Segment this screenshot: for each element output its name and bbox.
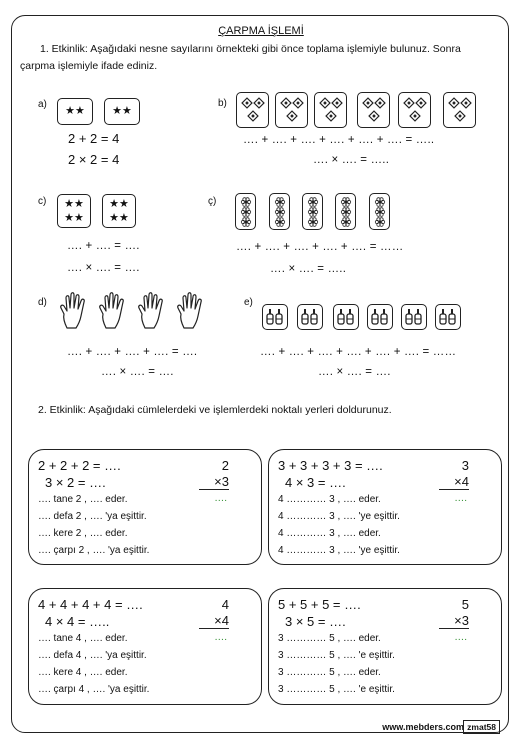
- bottle-icon: [265, 308, 285, 326]
- vertical-answer: ….: [214, 632, 227, 643]
- flower-icon: [372, 196, 388, 228]
- card-sentence: 3 ………… 5 , …. 'e eşittir.: [278, 650, 395, 661]
- item-c-label: c): [38, 196, 47, 207]
- item-cc-multiplication: …. × …. = …..: [270, 263, 347, 275]
- card-sentence: …. kere 4 , …. eder.: [38, 667, 128, 678]
- bottle-box: [401, 304, 427, 330]
- card-sentence: …. defa 2 , …. 'ya eşittir.: [38, 511, 147, 522]
- diamonds-icon: [402, 96, 428, 124]
- flower-icon: [338, 196, 354, 228]
- diamonds-icon: [318, 96, 344, 124]
- star-icon: ★: [112, 105, 122, 117]
- card-addition: 4 + 4 + 4 + 4 = ….: [38, 597, 143, 612]
- star-icon: ★: [74, 197, 84, 210]
- bottle-icon: [438, 308, 458, 326]
- card-sentence: 3 ………… 5 , …. 'e eşittir.: [278, 684, 395, 695]
- card-sentence: 4 ………… 3 , …. eder.: [278, 528, 381, 539]
- item-d-label: d): [38, 297, 47, 308]
- flower-box: [369, 193, 390, 230]
- vertical-multiplier: ×3: [439, 613, 469, 629]
- bottle-box: [333, 304, 359, 330]
- flower-box: [302, 193, 323, 230]
- card-addition: 2 + 2 + 2 = ….: [38, 458, 121, 473]
- item-b-label: b): [218, 98, 227, 109]
- flower-box: [335, 193, 356, 230]
- card-sentence: 4 ………… 3 , …. 'ye eşittir.: [278, 545, 400, 556]
- activity2-instruction: 2. Etkinlik: Aşağıdaki cümlelerdeki ve işlemlerdeki noktalı yerleri doldurunuz.: [38, 404, 392, 416]
- exercise-card: [268, 449, 502, 565]
- diamond-box: [357, 92, 390, 128]
- vertical-answer: ….: [214, 493, 227, 504]
- bottle-box: [435, 304, 461, 330]
- vertical-multiplier: ×4: [199, 613, 229, 629]
- star-box: [57, 98, 93, 125]
- diamonds-icon: [361, 96, 387, 124]
- card-sentence: …. kere 2 , …. eder.: [38, 528, 128, 539]
- item-e-addition: …. + …. + …. + …. + …. + …. = ……: [260, 346, 457, 358]
- item-cc-addition: …. + …. + …. + …. + …. = ……: [236, 241, 404, 253]
- item-e-label: e): [244, 297, 253, 308]
- star-icon: ★: [109, 211, 119, 224]
- exercise-card: [268, 588, 502, 705]
- star-icon: ★: [64, 197, 74, 210]
- bottle-box: [367, 304, 393, 330]
- card-addition: 5 + 5 + 5 = ….: [278, 597, 361, 612]
- activity1-instruction: 1. Etkinlik: Aşağıdaki nesne sayılarını örnekteki gibi önce toplama işlemiyle bulunuz. Sonra: [40, 43, 461, 55]
- diamonds-icon: [447, 96, 473, 124]
- vertical-top-number: 3: [461, 458, 469, 473]
- star-icon: ★: [64, 211, 74, 224]
- bottle-box: [297, 304, 323, 330]
- flower-box: [269, 193, 290, 230]
- star-box: [57, 194, 91, 228]
- card-sentence: …. çarpı 4 , …. 'ya eşittir.: [38, 684, 150, 695]
- item-e-multiplication: …. × …. = ….: [318, 366, 391, 378]
- card-sentence: …. tane 2 , …. eder.: [38, 494, 128, 505]
- star-box: [104, 98, 140, 125]
- star-icon: ★: [65, 105, 75, 117]
- item-a-label: a): [38, 99, 47, 110]
- card-multiplication: 3 × 2 = ….: [45, 475, 106, 490]
- item-c-addition: …. + …. = ….: [67, 240, 140, 252]
- page-title: ÇARPMA İŞLEMİ: [218, 25, 304, 37]
- card-sentence: 3 ………… 5 , …. eder.: [278, 667, 381, 678]
- activity1-instruction-cont: çarpma işlemiyle ifade ediniz.: [20, 60, 158, 72]
- star-icon: ★: [109, 197, 119, 210]
- star-icon: ★: [74, 211, 84, 224]
- item-a-multiplication: 2 × 2 = 4: [68, 152, 120, 167]
- flower-icon: [238, 196, 254, 228]
- exercise-card: [28, 449, 262, 565]
- card-sentence: 4 ………… 3 , …. eder.: [278, 494, 381, 505]
- card-multiplication: 3 × 5 = ….: [285, 614, 346, 629]
- star-icon: ★: [119, 211, 129, 224]
- bottle-icon: [336, 308, 356, 326]
- bottle-icon: [404, 308, 424, 326]
- hand-icon: [136, 292, 170, 330]
- footer-badge: zmat58: [463, 720, 500, 734]
- diamond-box: [236, 92, 269, 128]
- flower-box: [235, 193, 256, 230]
- diamonds-icon: [240, 96, 266, 124]
- vertical-multiplier: ×4: [439, 474, 469, 490]
- item-a-addition: 2 + 2 = 4: [68, 131, 120, 146]
- card-sentence: 3 ………… 5 , …. eder.: [278, 633, 381, 644]
- card-sentence: 4 ………… 3 , …. 'ye eşittir.: [278, 511, 400, 522]
- card-addition: 3 + 3 + 3 + 3 = ….: [278, 458, 383, 473]
- bottle-box: [262, 304, 288, 330]
- diamond-box: [314, 92, 347, 128]
- star-icon: ★: [75, 105, 85, 117]
- footer-site: www.mebders.com: [382, 722, 464, 732]
- vertical-multiplier: ×3: [199, 474, 229, 490]
- diamond-box: [398, 92, 431, 128]
- flower-icon: [305, 196, 321, 228]
- vertical-top-number: 5: [461, 597, 469, 612]
- card-multiplication: 4 × 3 = ….: [285, 475, 346, 490]
- flower-icon: [272, 196, 288, 228]
- diamond-box: [275, 92, 308, 128]
- item-cc-label: ç): [208, 196, 217, 207]
- bottle-icon: [370, 308, 390, 326]
- vertical-answer: ….: [454, 632, 467, 643]
- vertical-top-number: 2: [221, 458, 229, 473]
- item-d-multiplication: …. × …. = ….: [101, 366, 174, 378]
- bottle-icon: [300, 308, 320, 326]
- vertical-top-number: 4: [221, 597, 229, 612]
- card-sentence: …. defa 4 , …. 'ya eşittir.: [38, 650, 147, 661]
- card-sentence: …. çarpı 2 , …. 'ya eşittir.: [38, 545, 150, 556]
- hand-icon: [97, 292, 131, 330]
- hand-icon: [175, 292, 209, 330]
- item-b-multiplication: …. × …. = …..: [313, 154, 390, 166]
- item-d-addition: …. + …. + …. + …. = ….: [67, 346, 198, 358]
- item-c-multiplication: …. × …. = ….: [67, 262, 140, 274]
- star-icon: ★: [119, 197, 129, 210]
- star-icon: ★: [122, 105, 132, 117]
- diamond-box: [443, 92, 476, 128]
- diamonds-icon: [279, 96, 305, 124]
- star-box: [102, 194, 136, 228]
- vertical-answer: ….: [454, 493, 467, 504]
- card-sentence: …. tane 4 , …. eder.: [38, 633, 128, 644]
- card-multiplication: 4 × 4 = …..: [45, 614, 110, 629]
- exercise-card: [28, 588, 262, 705]
- item-b-addition: …. + …. + …. + …. + …. + …. = …..: [243, 134, 435, 146]
- hand-icon: [58, 292, 92, 330]
